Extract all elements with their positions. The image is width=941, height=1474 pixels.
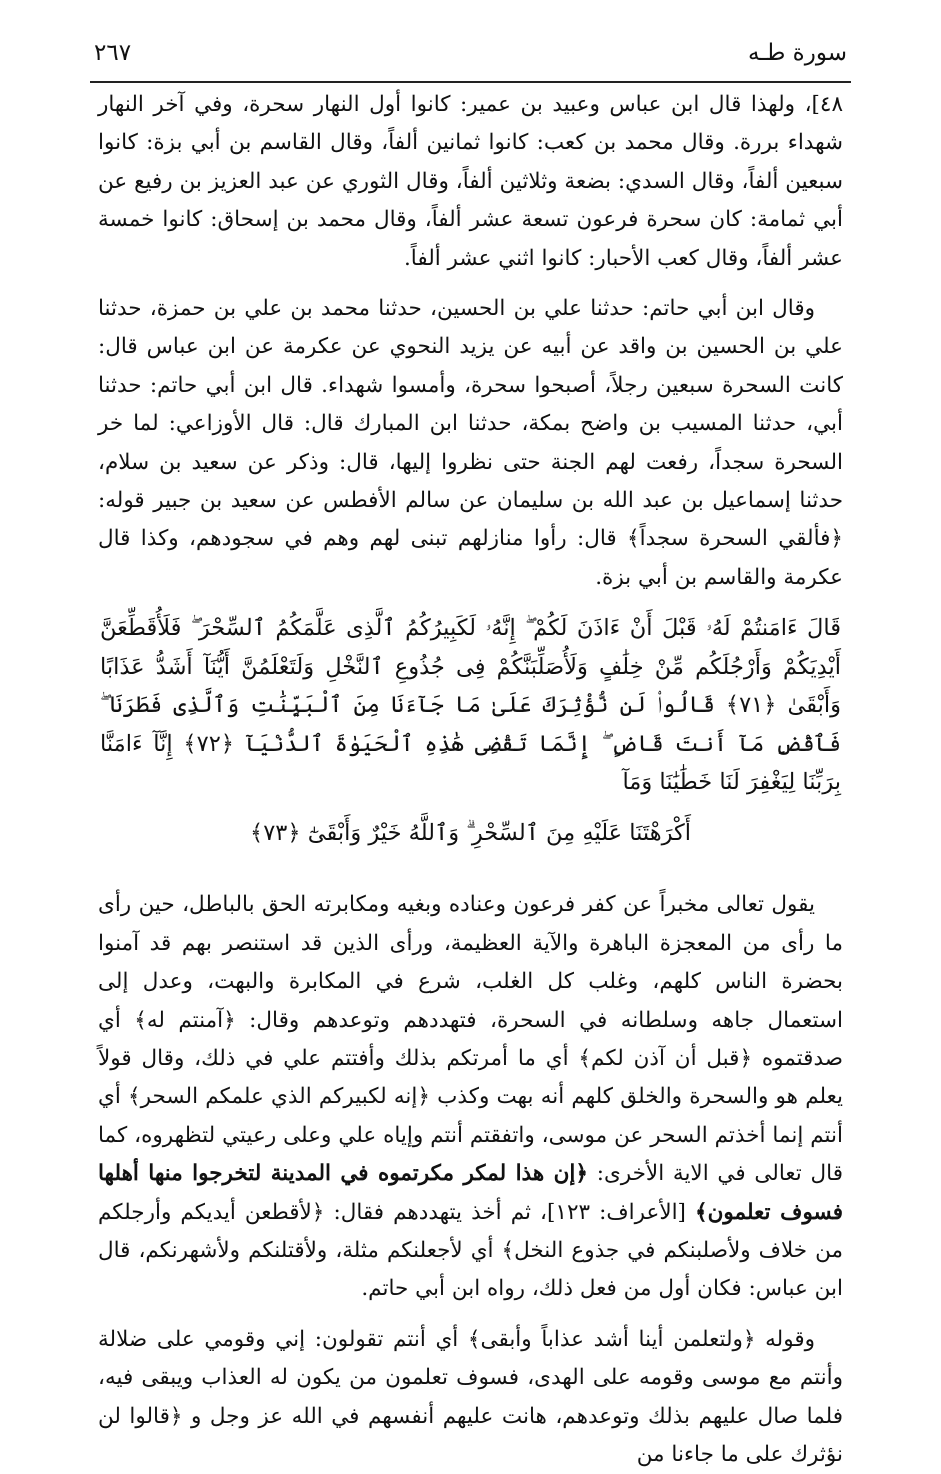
page-number: ٢٦٧: [94, 40, 132, 66]
surah-title: سورة طـه: [748, 40, 847, 66]
paragraph-text: يقول تعالى مخبراً عن كفر فرعون وعناده وبغيه ومكابرته الحق بالباطل، حين رأى ما رأى من المعجزة الباهرة والآية العظيمة، ورأى الذين قد استنصر بهم قد آمنوا بحضرة الناس كلهم، وغلب كل الغلب، شرع في المكابرة والبهت، وعدل إلى استعمال جاهه وسلطانه في السحرة، فتهددهم وتوعدهم وقال: ﴿آمنتم له﴾ أي صدقتموه ﴿قبل أن آذن لكم﴾ أي ما أمرتكم بذلك وأفتتم علي في ذلك، وقال قولاً يعلم هو والسحرة والخلق كلهم أنه بهت وكذب ﴿إنه لكبيركم الذي علمكم السحر﴾ أي أنتم إنما أخذتم السحر عن موسى، واتفقتم أنتم وإياه علي وعلى رعيتي لتظهروه، كما قال تعالى في الاية الأخرى:: [98, 892, 843, 1187]
quran-verse: أَكْرَهْتَنَا عَلَيْهِ مِنَ ٱلسِّحْرِ ۗ وَٱللَّهُ خَيْرٌ وَأَبْقَىٰٓ ﴿٧٣﴾: [250, 819, 691, 846]
bold-quote: ﴿إن هذا لمكر مكرتموه في المدينة لتخرجوا منها أهلها فسوف تعلمون﴾: [98, 1161, 844, 1225]
paragraph: ٤٨]، ولهذا قال ابن عباس وعبيد بن عمير: كانوا أول النهار سحرة، وفي آخر النهار شهداء بررة. وقال محمد بن كعب: كانوا ثمانين ألفاً، وقال القاسم بن أبي بزة: كانوا سبعين ألفاً، وقال السدي: بضعة وثلاثين ألفاً، وقال الثوري عن عبد العزيز بن رفيع عن أبي ثمامة: كان سحرة فرعون تسعة عشر ألفاً، وقال محمد بن إسحاق: كانوا خمسة عشر ألفاً، وقال كعب الأحبار: كانوا اثني عشر ألفاً.: [98, 92, 843, 271]
header-rule: [90, 81, 851, 83]
quran-verse: قَالَ ءَامَنتُمْ لَهُۥ قَبْلَ أَنْ ءَاذَنَ لَكُمْ ۖ إِنَّهُۥ لَكَبِيرُكُمُ ٱلَّذِى عَلَّمَكُمُ ٱلسِّحْرَ ۖ فَلَأُقَطِّعَنَّ أَيْدِيَكُمْ وَأَرْجُلَكُم مِّنْ خِلَٰفٍ وَلَأُصَلِّبَنَّكُمْ فِى جُذُوعِ ٱلنَّخْلِ وَلَتَعْلَمُنَّ أَيُّنَآ أَشَدُّ عَذَابًا وَأَبْقَىٰ ﴿٧١﴾ قَالُوا۟ لَن نُّؤْثِرَكَ عَلَىٰ مَا جَآءَنَا مِنَ ٱلْبَيِّنَٰتِ وَٱلَّذِى فَطَرَنَا ۖ فَٱقْضِ مَآ أَنتَ قَاضٍ ۖ إِنَّمَا تَقْضِى هَٰذِهِ ٱلْحَيَوٰةَ ٱلدُّنْيَآ ﴿٧٢﴾ إِنَّآ ءَامَنَّا بِرَبِّنَا لِيَغْفِرَ لَنَا خَطَٰيَٰنَا وَمَآ: [100, 615, 842, 796]
page-header: [90, 36, 851, 76]
paragraph: [98, 886, 843, 1308]
paragraph: وقوله ﴿ولتعلمن أينا أشد عذاباً وأبقى﴾ أي أنتم تقولون: إني وقومي على ضلالة وأنتم مع موسى وقومه على الهدى، فسوف تعلمون من يكون له العذاب ويبقى فيه، فلما صال عليهم بذلك وتوعدهم، هانت عليهم أنفسهم في الله عز وجل و ﴿قالوا لن نؤثرك على ما جاءنا من: [98, 1326, 843, 1467]
page-body: [98, 86, 843, 1474]
paragraph-text: [الأعراف: ١٢٣]، ثم أخذ يتهددهم فقال: ﴿لأقطعن أيديكم وأرجلكم من خلاف ولأصلبنكم في جذوع النخل﴾ أي لأجعلنكم مثلة، ولأقتلنكم ولأشهرنكم، قال ابن عباس: فكان أول من فعل ذلك، رواه ابن أبي حاتم.: [98, 1199, 843, 1302]
paragraph: وقال ابن أبي حاتم: حدثنا علي بن الحسين، حدثنا محمد بن علي بن حمزة، حدثنا علي بن الحسين بن واقد عن أبيه عن يزيد النحوي عن عكرمة عن ابن عباس قال: كانت السحرة سبعين رجلاً، أصبحوا سحرة، وأمسوا شهداء. قال ابن أبي حاتم: حدثنا أبي، حدثنا المسيب بن واضح بمكة، حدثنا ابن المبارك قال: قال الأوزاعي: لما خر السحرة سجداً، رفعت لهم الجنة حتى نظروا إليها، قال: وذكر عن سعيد بن سلام، حدثنا إسماعيل بن عبد الله بن سليمان عن سالم الأفطس عن سعيد بن جبير قوله: ﴿فألقي السحرة سجداً﴾ قال: رأوا منازلهم تبنى لهم وهم في سجودهم، وكذا قال عكرمة والقاسم بن أبي بزة.: [98, 296, 843, 590]
